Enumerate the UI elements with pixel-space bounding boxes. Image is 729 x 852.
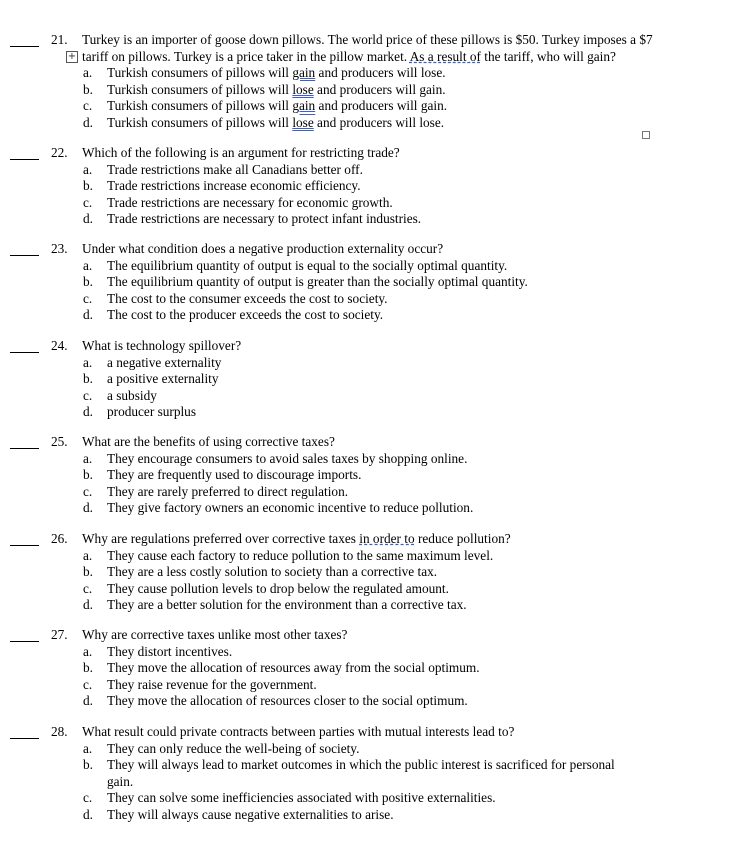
option-c[interactable]: c. They are rarely preferred to direct regulation.: [83, 483, 349, 499]
options-list: [82, 451, 642, 517]
answer-blank[interactable]: [10, 32, 39, 47]
grammar-flag[interactable]: As a result of: [409, 48, 481, 64]
options-list: [82, 65, 642, 131]
option-b[interactable]: b. They will always lead to market outcomes in which the public interest is sacrificed for personal gain.: [83, 757, 615, 789]
option-a[interactable]: a. Trade restrictions make all Canadians better off.: [83, 161, 363, 177]
options-list: [82, 644, 642, 710]
option-a[interactable]: a. Turkish consumers of pillows will gain and producers will lose.: [83, 65, 446, 80]
options-list: [82, 741, 627, 824]
answer-blank[interactable]: [10, 531, 39, 546]
question-stem: Why are corrective taxes unlike most other taxes?: [82, 627, 348, 642]
option-a[interactable]: a. a negative externality: [83, 354, 222, 370]
question-stem: What result could private contracts between parties with mutual interests lead to?: [82, 724, 515, 739]
option-d[interactable]: d. The cost to the producer exceeds the cost to society.: [83, 307, 384, 323]
option-d[interactable]: d. Trade restrictions are necessary to protect infant industries.: [83, 211, 422, 227]
option-c[interactable]: c. Trade restrictions are necessary for economic growth.: [83, 194, 393, 210]
option-d[interactable]: d. They will always cause negative externalities to arise.: [83, 806, 394, 822]
option-d[interactable]: d. They give factory owners an economic incentive to reduce pollution.: [83, 500, 474, 516]
answer-blank[interactable]: [10, 145, 39, 160]
option-c[interactable]: c. They cause pollution levels to drop below the regulated amount.: [83, 580, 449, 596]
options-list: [82, 548, 642, 614]
question-stem: Turkey is an importer of goose down pillows. The world price of these pillows is $50. Turkey imposes a $7 tariff on pillows. Turkey is a price taker in the pillow market. As a result of the tariff, who will gain?: [82, 32, 653, 64]
question-number: 25.: [51, 434, 68, 449]
question-stem: Which of the following is an argument for restricting trade?: [82, 145, 400, 160]
option-c[interactable]: c. Turkish consumers of pillows will gain and producers will gain.: [83, 98, 448, 114]
option-d[interactable]: d. They are a better solution for the environment than a corrective tax.: [83, 597, 467, 613]
options-list: [82, 162, 642, 228]
option-b[interactable]: b. They move the allocation of resources away from the social optimum.: [83, 660, 480, 676]
option-b[interactable]: b. Trade restrictions increase economic efficiency.: [83, 178, 361, 194]
question-number: 28.: [51, 724, 68, 739]
options-list: [82, 258, 642, 324]
option-a[interactable]: a. They can only reduce the well-being of society.: [83, 740, 360, 756]
question-stem: Under what condition does a negative production externality occur?: [82, 241, 444, 256]
question-number: 22.: [51, 145, 68, 160]
question-stem: What is technology spillover?: [82, 338, 242, 353]
option-b[interactable]: b. The equilibrium quantity of output is greater than the socially optimal quantity.: [83, 274, 528, 290]
option-b[interactable]: b. Turkish consumers of pillows will lose and producers will gain.: [83, 81, 446, 97]
option-c[interactable]: c. a subsidy: [83, 387, 157, 403]
answer-blank[interactable]: [10, 724, 39, 739]
option-a[interactable]: a. The equilibrium quantity of output is equal to the socially optimal quantity.: [83, 257, 508, 273]
option-d[interactable]: d. Turkish consumers of pillows will lose and producers will lose.: [83, 114, 445, 130]
question-number: 23.: [51, 241, 68, 256]
table-move-handle-icon[interactable]: +: [67, 51, 77, 62]
option-d[interactable]: d. producer surplus: [83, 404, 196, 420]
grammar-flag[interactable]: in order to: [359, 531, 415, 546]
answer-blank[interactable]: [10, 627, 39, 642]
question-stem: What are the benefits of using corrective taxes?: [82, 434, 335, 449]
option-c[interactable]: c. They raise revenue for the government.: [83, 676, 317, 692]
options-list: [82, 355, 642, 421]
option-b[interactable]: b. They are a less costly solution to society than a corrective tax.: [83, 564, 438, 580]
option-a[interactable]: a. They cause each factory to reduce pollution to the same maximum level.: [83, 547, 494, 563]
option-d[interactable]: d. They move the allocation of resources closer to the social optimum.: [83, 693, 468, 709]
option-b[interactable]: b. They are frequently used to discourage imports.: [83, 467, 362, 483]
answer-blank[interactable]: [10, 241, 39, 256]
question-number: 26.: [51, 531, 68, 546]
option-a[interactable]: a. They distort incentives.: [83, 643, 233, 659]
answer-blank[interactable]: [10, 338, 39, 353]
option-b[interactable]: b. a positive externality: [83, 371, 219, 387]
option-a[interactable]: a. They encourage consumers to avoid sales taxes by shopping online.: [83, 450, 468, 466]
option-c[interactable]: c. The cost to the consumer exceeds the cost to society.: [83, 290, 388, 306]
anchor-marker-icon: [642, 131, 650, 139]
question-number: 21.: [51, 32, 68, 47]
option-c[interactable]: c. They can solve some inefficiencies associated with positive externalities.: [83, 790, 496, 806]
question-stem: Why are regulations preferred over corrective taxes in order to reduce pollution?: [82, 531, 511, 546]
question-number: 24.: [51, 338, 68, 353]
question-number: 27.: [51, 627, 68, 642]
answer-blank[interactable]: [10, 434, 39, 449]
